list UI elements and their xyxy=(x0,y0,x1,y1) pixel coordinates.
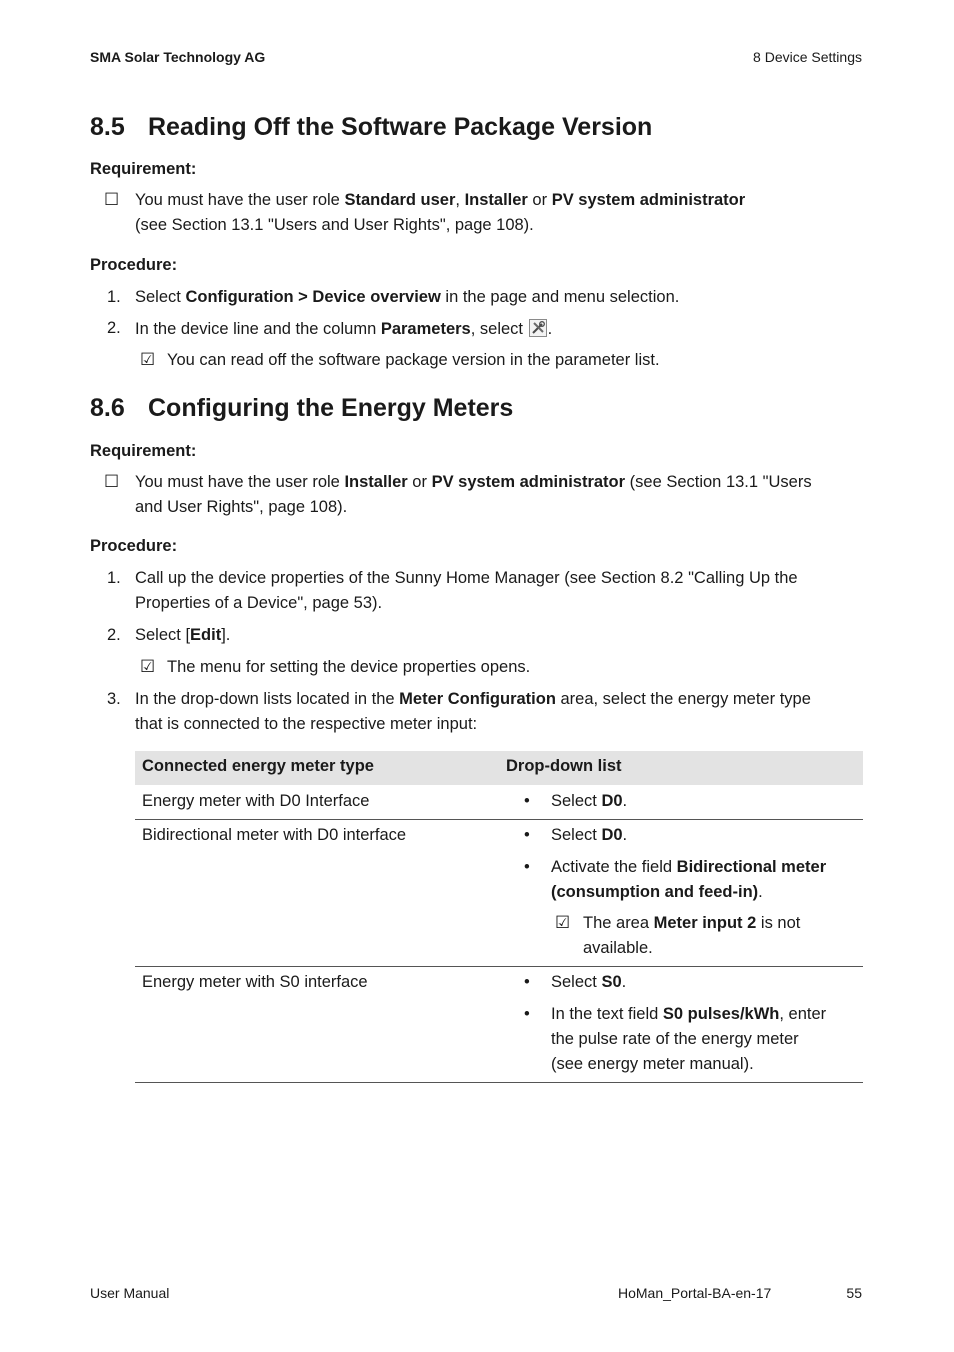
table-cell-meter-type: Energy meter with S0 interface xyxy=(142,973,368,991)
table-cell-meter-type: Bidirectional meter with D0 interface xyxy=(142,826,407,844)
step-text-line2: Properties of a Device", page 53). xyxy=(135,594,383,612)
step-text: Select Configuration > Device overview in the page and menu selection. xyxy=(135,288,680,306)
step-text: In the drop-down lists located in the Meter Configuration area, select the energy meter type xyxy=(135,690,811,708)
step-text: Call up the device properties of the Sunny Home Manager (see Section 8.2 "Calling Up the xyxy=(135,569,798,587)
table-cell-option: Select D0. xyxy=(551,792,628,810)
requirement-text-line2: and User Rights", page 108). xyxy=(135,498,348,516)
step-text: In the device line and the column Parameters, select . xyxy=(135,320,553,338)
table-row-divider xyxy=(135,819,863,820)
bullet-icon: • xyxy=(524,1005,530,1023)
section-8-6-heading: 8.6 Configuring the Energy Meters xyxy=(90,394,514,422)
step-number: 1. xyxy=(107,288,121,306)
step-number: 2. xyxy=(107,626,121,644)
table-cell-option-line3: (see energy meter manual). xyxy=(551,1055,754,1073)
procedure-label: Procedure: xyxy=(90,256,178,274)
step-text: Select [Edit]. xyxy=(135,626,231,644)
table-row-divider xyxy=(135,966,863,967)
step-number: 2. xyxy=(107,319,121,337)
table-header xyxy=(135,751,863,785)
checkmark-icon: ☑ xyxy=(555,913,571,932)
footer-doc-id: HoMan_Portal-BA-en-17 xyxy=(618,1285,772,1301)
checkbox-icon: ☐ xyxy=(104,190,120,209)
bullet-icon: • xyxy=(524,826,530,844)
column-header: Drop-down list xyxy=(506,757,622,775)
table-cell-option: Activate the field Bidirectional meter xyxy=(551,858,827,876)
checkmark-icon: ☑ xyxy=(140,657,156,676)
table-cell-option: Select S0. xyxy=(551,973,627,991)
footer-doc-type: User Manual xyxy=(90,1285,170,1301)
header-chapter: 8 Device Settings xyxy=(753,49,862,65)
table-cell-result: The area Meter input 2 is not xyxy=(583,914,801,932)
bullet-icon: • xyxy=(524,792,530,810)
requirement-label: Requirement: xyxy=(90,442,197,460)
checkbox-icon: ☐ xyxy=(104,472,120,491)
column-header: Connected energy meter type xyxy=(142,757,374,775)
checkmark-icon: ☑ xyxy=(140,350,156,369)
table-cell-option-line2: (consumption and feed-in). xyxy=(551,883,763,901)
requirement-text: You must have the user role Installer or PV system administrator (see Section 13.1 "Users xyxy=(135,473,812,491)
table-cell-meter-type: Energy meter with D0 Interface xyxy=(142,792,370,810)
header-company: SMA Solar Technology AG xyxy=(90,49,266,65)
section-8-5-heading: 8.5 Reading Off the Software Package Version xyxy=(90,113,653,141)
step-number: 3. xyxy=(107,690,121,708)
requirement-label: Requirement: xyxy=(90,160,197,178)
bullet-icon: • xyxy=(524,973,530,991)
table-cell-option: Select D0. xyxy=(551,826,628,844)
result-text: You can read off the software package version in the parameter list. xyxy=(167,351,660,369)
step-number: 1. xyxy=(107,569,121,587)
bullet-icon: • xyxy=(524,858,530,876)
table-cell-option: In the text field S0 pulses/kWh, enter xyxy=(551,1005,827,1023)
requirement-text-line2: (see Section 13.1 "Users and User Rights", page 108). xyxy=(135,216,534,234)
table-cell-option-line2: the pulse rate of the energy meter xyxy=(551,1030,799,1048)
parameters-tool-icon xyxy=(529,319,547,337)
step-text-line2: that is connected to the respective meter input: xyxy=(135,715,478,733)
page-number: 55 xyxy=(846,1285,862,1301)
table-bottom-rule xyxy=(135,1082,863,1083)
table-cell-result-line2: available. xyxy=(583,939,653,957)
result-text: The menu for setting the device properties opens. xyxy=(167,658,531,676)
requirement-text: You must have the user role Standard user, Installer or PV system administrator xyxy=(135,191,746,209)
procedure-label: Procedure: xyxy=(90,537,178,555)
